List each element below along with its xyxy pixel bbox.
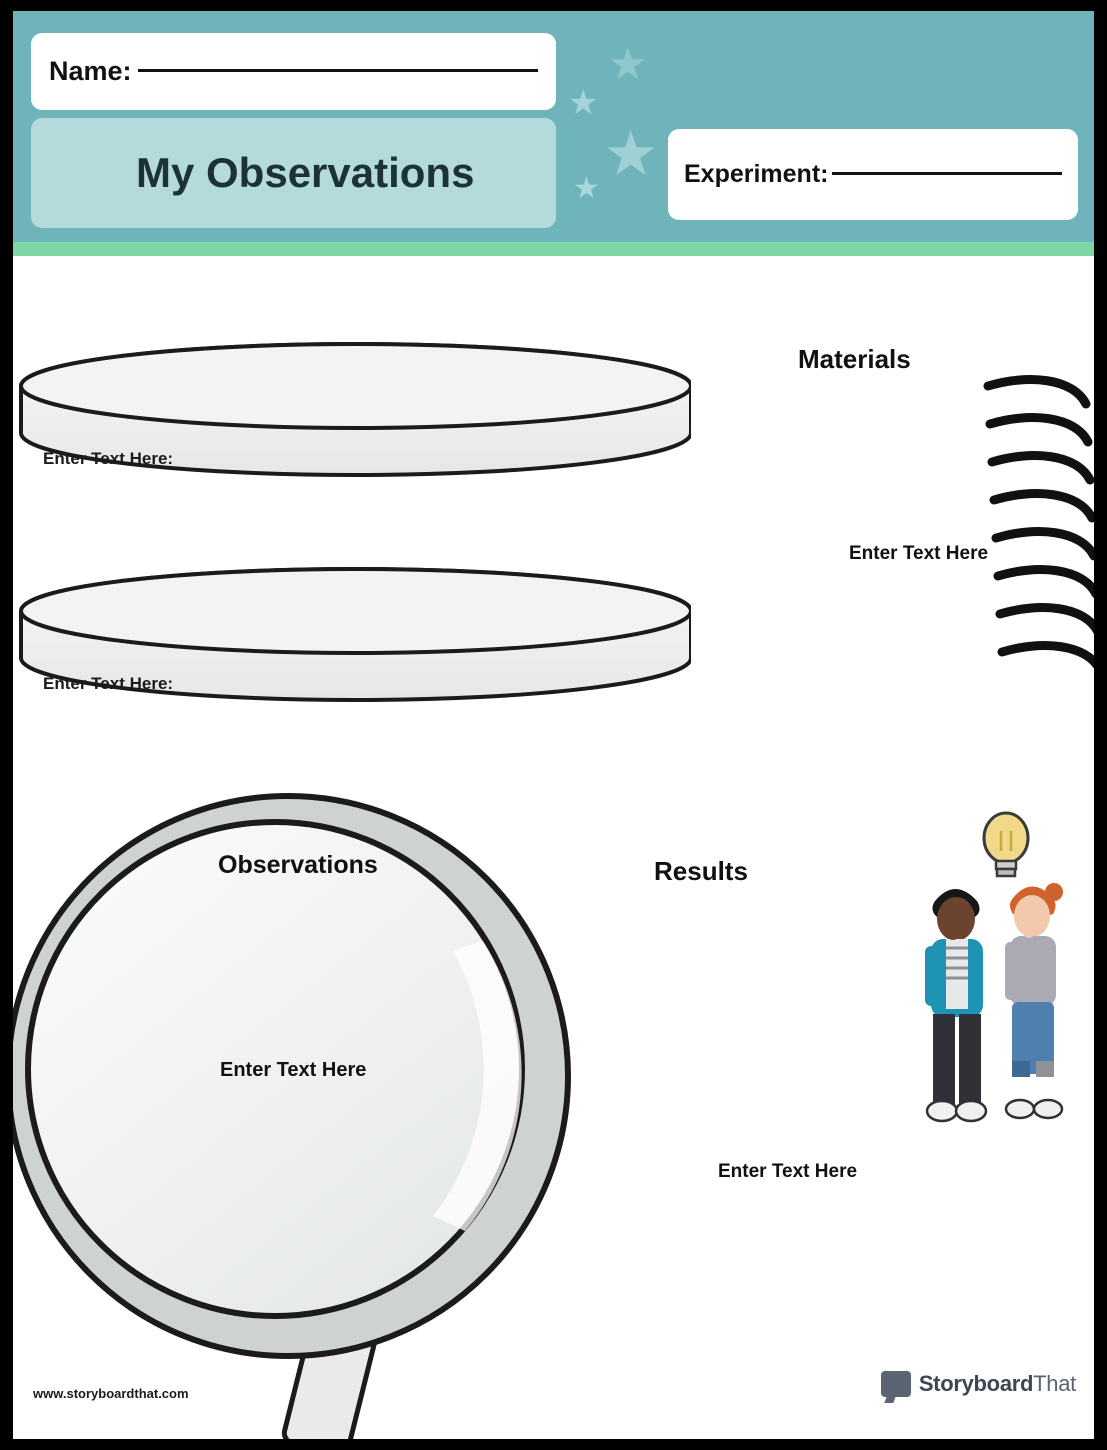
petri-dish-2-placeholder: Enter Text Here: xyxy=(43,674,174,693)
observations-title: Observations xyxy=(218,851,378,879)
student-girl xyxy=(1005,883,1063,1118)
materials-placeholder: Enter Text Here xyxy=(849,543,989,564)
results-title: Results xyxy=(654,856,748,886)
experiment-write-line[interactable] xyxy=(832,172,1062,175)
materials-title: Materials xyxy=(798,344,911,374)
observations-placeholder: Enter Text Here xyxy=(220,1059,367,1081)
lightbulb-icon xyxy=(984,813,1028,876)
star-icon: ★ xyxy=(603,120,659,189)
speech-bubble-icon xyxy=(881,1371,911,1397)
star-icon: ★ xyxy=(568,84,599,122)
petri-dish-1[interactable] xyxy=(13,341,691,501)
star-icon: ★ xyxy=(573,172,600,205)
brand-name-thin: That xyxy=(1033,1371,1076,1396)
brand-name-bold: Storyboard xyxy=(918,1371,1034,1396)
experiment-field[interactable] xyxy=(668,129,1078,220)
petri-dish-2[interactable] xyxy=(13,566,691,726)
header-accent-bar xyxy=(13,242,1094,256)
students-illustration xyxy=(913,806,1093,1146)
experiment-label: Experiment: xyxy=(684,160,829,188)
petri-dish-icon xyxy=(13,566,691,726)
name-field[interactable] xyxy=(31,33,556,110)
name-label: Name: xyxy=(49,56,132,86)
worksheet-sheet xyxy=(13,11,1094,1439)
brand-logo xyxy=(881,1371,1076,1397)
page-title xyxy=(31,118,556,228)
name-write-line[interactable] xyxy=(138,69,538,72)
results-placeholder: Enter Text Here xyxy=(718,1161,858,1182)
star-icon: ★ xyxy=(608,40,648,89)
page-title-text: My Observations xyxy=(136,149,475,196)
brand-name xyxy=(919,1371,1076,1397)
petri-dish-icon xyxy=(13,341,691,501)
spiral-notebook-icon xyxy=(968,356,1094,716)
petri-dish-1-placeholder: Enter Text Here: xyxy=(43,449,174,468)
site-url[interactable]: www.storyboardthat.com xyxy=(33,1386,189,1401)
student-boy xyxy=(925,889,986,1121)
